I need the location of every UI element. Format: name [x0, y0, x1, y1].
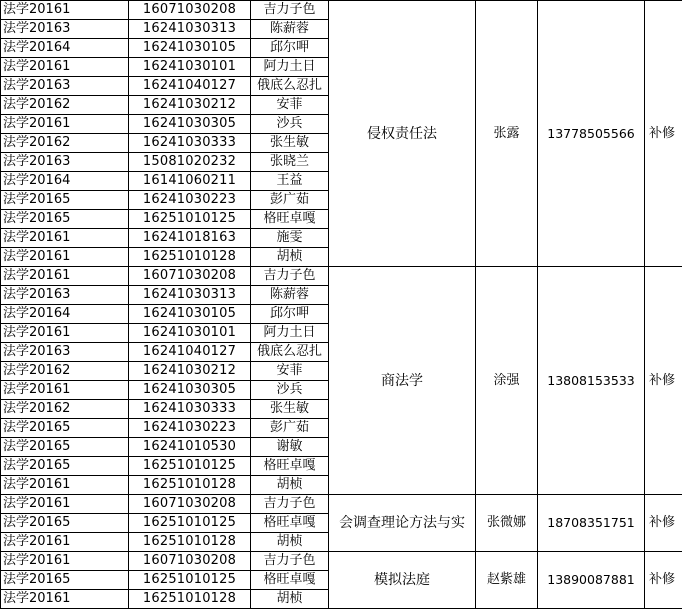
student-name-cell: 张晓兰	[251, 153, 329, 172]
student-name-cell: 格旺卓嘎	[251, 457, 329, 476]
class-cell: 法学20161	[1, 590, 129, 609]
teacher-phone-cell: 13808153533	[538, 267, 645, 495]
student-name-cell: 沙兵	[251, 381, 329, 400]
course-type-cell: 补修	[645, 267, 682, 495]
student-id-cell: 16251010125	[129, 457, 251, 476]
class-cell: 法学20162	[1, 96, 129, 115]
student-id-cell: 16251010128	[129, 248, 251, 267]
class-cell: 法学20164	[1, 305, 129, 324]
class-cell: 法学20162	[1, 400, 129, 419]
student-id-cell: 16241030313	[129, 286, 251, 305]
student-name-cell: 沙兵	[251, 115, 329, 134]
teacher-name-cell: 赵紫雄	[476, 552, 538, 609]
student-id-cell: 16241030101	[129, 324, 251, 343]
student-name-cell: 安菲	[251, 96, 329, 115]
class-cell: 法学20162	[1, 362, 129, 381]
student-id-cell: 16251010125	[129, 514, 251, 533]
student-name-cell: 胡桢	[251, 590, 329, 609]
class-cell: 法学20161	[1, 229, 129, 248]
student-id-cell: 16251010125	[129, 210, 251, 229]
student-id-cell: 16241018163	[129, 229, 251, 248]
student-id-cell: 16241030305	[129, 381, 251, 400]
student-name-cell: 彭广茹	[251, 419, 329, 438]
student-name-cell: 吉力子色	[251, 495, 329, 514]
class-cell: 法学20161	[1, 381, 129, 400]
student-id-cell: 16071030208	[129, 552, 251, 571]
student-name-cell: 胡桢	[251, 248, 329, 267]
student-id-cell: 16071030208	[129, 1, 251, 20]
student-name-cell: 邱尔呷	[251, 305, 329, 324]
class-cell: 法学20161	[1, 1, 129, 20]
student-name-cell: 阿力土日	[251, 324, 329, 343]
class-cell: 法学20161	[1, 533, 129, 552]
student-name-cell: 邱尔呷	[251, 39, 329, 58]
teacher-name-cell: 张微娜	[476, 495, 538, 552]
student-id-cell: 16251010128	[129, 590, 251, 609]
class-cell: 法学20163	[1, 20, 129, 39]
student-name-cell: 格旺卓嘎	[251, 210, 329, 229]
teacher-phone-cell: 18708351751	[538, 495, 645, 552]
student-id-cell: 16241040127	[129, 77, 251, 96]
student-name-cell: 谢敏	[251, 438, 329, 457]
class-cell: 法学20161	[1, 115, 129, 134]
student-name-cell: 胡桢	[251, 533, 329, 552]
class-cell: 法学20163	[1, 343, 129, 362]
student-id-cell: 16241030333	[129, 400, 251, 419]
class-cell: 法学20163	[1, 77, 129, 96]
table-row	[1, 267, 682, 286]
teacher-name-cell: 涂强	[476, 267, 538, 495]
student-name-cell: 张生敏	[251, 400, 329, 419]
student-id-cell: 16241030105	[129, 305, 251, 324]
student-name-cell: 吉力子色	[251, 1, 329, 20]
student-name-cell: 吉力子色	[251, 267, 329, 286]
class-cell: 法学20162	[1, 134, 129, 153]
class-cell: 法学20163	[1, 153, 129, 172]
student-name-cell: 俄底么忍扎	[251, 77, 329, 96]
student-name-cell: 格旺卓嘎	[251, 514, 329, 533]
student-name-cell: 王益	[251, 172, 329, 191]
student-id-cell: 15081020232	[129, 153, 251, 172]
student-name-cell: 格旺卓嘎	[251, 571, 329, 590]
student-id-cell: 16251010128	[129, 533, 251, 552]
class-cell: 法学20165	[1, 571, 129, 590]
student-id-cell: 16251010128	[129, 476, 251, 495]
teacher-name-cell: 张露	[476, 1, 538, 267]
class-cell: 法学20165	[1, 419, 129, 438]
student-id-cell: 16071030208	[129, 495, 251, 514]
student-name-cell: 施雯	[251, 229, 329, 248]
table-row	[1, 1, 682, 20]
course-name-cell: 侵权责任法	[329, 1, 476, 267]
teacher-phone-cell: 13778505566	[538, 1, 645, 267]
student-name-cell: 陈薪蓉	[251, 20, 329, 39]
class-cell: 法学20164	[1, 172, 129, 191]
class-cell: 法学20165	[1, 191, 129, 210]
student-id-cell: 16241030101	[129, 58, 251, 77]
class-cell: 法学20165	[1, 210, 129, 229]
class-cell: 法学20165	[1, 514, 129, 533]
class-cell: 法学20161	[1, 552, 129, 571]
class-cell: 法学20161	[1, 248, 129, 267]
class-cell: 法学20161	[1, 267, 129, 286]
class-cell: 法学20161	[1, 58, 129, 77]
class-cell: 法学20161	[1, 495, 129, 514]
course-type-cell: 补修	[645, 1, 682, 267]
student-name-cell: 张生敏	[251, 134, 329, 153]
class-cell: 法学20163	[1, 286, 129, 305]
student-name-cell: 阿力土日	[251, 58, 329, 77]
course-type-cell: 补修	[645, 552, 682, 609]
course-type-cell: 补修	[645, 495, 682, 552]
student-name-cell: 安菲	[251, 362, 329, 381]
course-name-cell: 模拟法庭	[329, 552, 476, 609]
table-row	[1, 552, 682, 571]
student-name-cell: 彭广茹	[251, 191, 329, 210]
student-name-cell: 陈薪蓉	[251, 286, 329, 305]
student-id-cell: 16241030212	[129, 362, 251, 381]
student-name-cell: 俄底么忍扎	[251, 343, 329, 362]
student-name-cell: 胡桢	[251, 476, 329, 495]
student-id-cell: 16241030333	[129, 134, 251, 153]
student-name-cell: 吉力子色	[251, 552, 329, 571]
class-cell: 法学20165	[1, 457, 129, 476]
student-id-cell: 16241030223	[129, 191, 251, 210]
teacher-phone-cell: 13890087881	[538, 552, 645, 609]
class-cell: 法学20165	[1, 438, 129, 457]
table-row	[1, 495, 682, 514]
student-id-cell: 16141060211	[129, 172, 251, 191]
student-id-cell: 16241030305	[129, 115, 251, 134]
course-name-cell: 会调查理论方法与实	[329, 495, 476, 552]
student-id-cell: 16071030208	[129, 267, 251, 286]
student-id-cell: 16241030105	[129, 39, 251, 58]
student-id-cell: 16241010530	[129, 438, 251, 457]
student-id-cell: 16241030313	[129, 20, 251, 39]
class-cell: 法学20161	[1, 476, 129, 495]
student-id-cell: 16241030223	[129, 419, 251, 438]
student-id-cell: 16241030212	[129, 96, 251, 115]
student-id-cell: 16251010125	[129, 571, 251, 590]
course-name-cell: 商法学	[329, 267, 476, 495]
class-cell: 法学20164	[1, 39, 129, 58]
table-body	[1, 1, 682, 609]
class-cell: 法学20161	[1, 324, 129, 343]
student-id-cell: 16241040127	[129, 343, 251, 362]
